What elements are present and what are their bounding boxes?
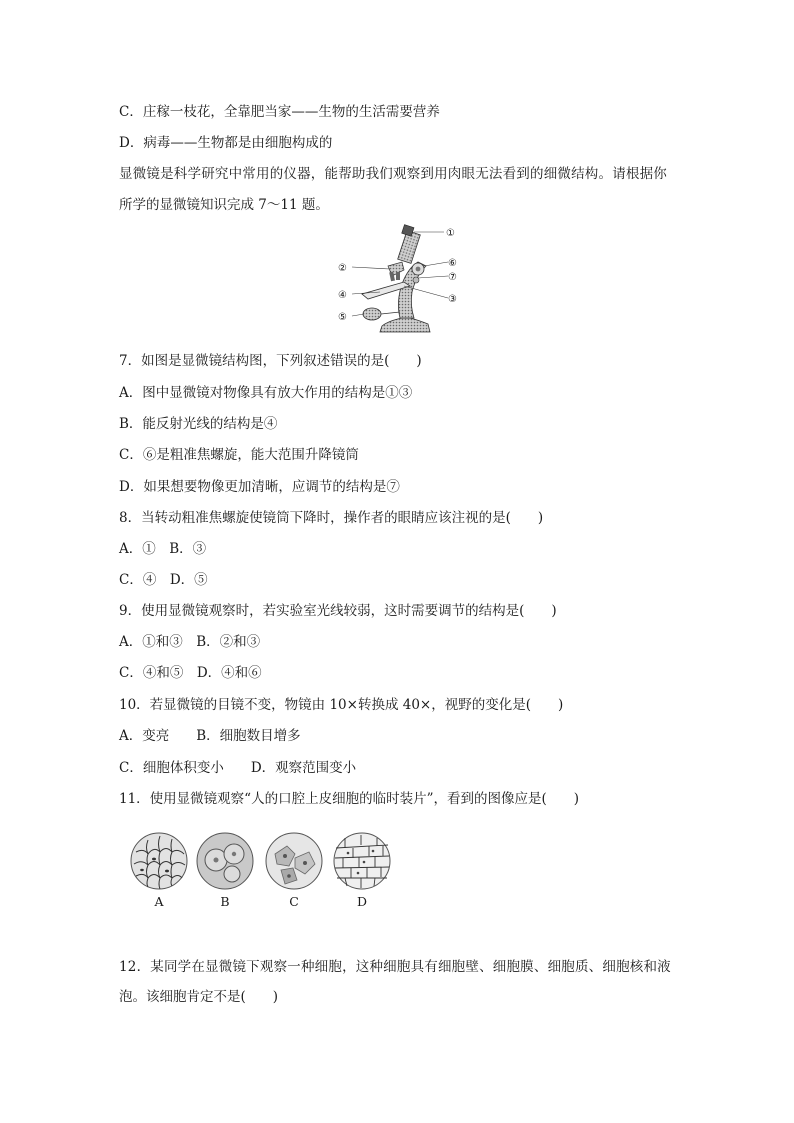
q9-options-ab: A．①和③ B．②和③ (119, 634, 261, 650)
cell-image-d (331, 832, 393, 910)
q12-line-1: 12．某同学在显微镜下观察一种细胞，这种细胞具有细胞壁、细胞膜、细胞质、细胞核和液 (119, 959, 671, 975)
label-1: ① (446, 228, 455, 239)
q9-options-cd: C．④和⑤ D．④和⑥ (119, 665, 262, 681)
q8-options-cd: C．④ D．⑤ (119, 572, 208, 588)
q7-option-d: D．如果想要物像更加清晰，应调节的结构是⑦ (119, 479, 400, 495)
label-5: ⑤ (338, 312, 347, 323)
q11-stem: 11．使用显微镜观察“人的口腔上皮细胞的临时装片”，看到的图像应是( ) (119, 791, 580, 807)
q8-options-ab: A．① B．③ (119, 541, 207, 557)
q12-line-2: 泡。该细胞肯定不是( ) (119, 989, 279, 1005)
q10-stem: 10．若显微镜的目镜不变，物镜由 10×转换成 40×，视野的变化是( ) (119, 697, 564, 713)
label-2: ② (338, 263, 347, 274)
cell-image-c (263, 832, 325, 910)
cell-image-a (128, 832, 190, 910)
q7-option-b: B．能反射光线的结构是④ (119, 416, 278, 432)
q7-stem: 7．如图是显微镜结构图，下列叙述错误的是( ) (119, 353, 422, 369)
line-c-option: C．庄稼一枝花，全靠肥当家——生物的生活需要营养 (119, 104, 440, 120)
cell-image-b (194, 832, 256, 910)
label-3: ③ (448, 294, 457, 305)
cell-label-c: C (289, 894, 299, 909)
epidermis-cells-picture (130, 832, 188, 890)
label-4: ④ (338, 290, 347, 301)
q7-option-c: C．⑥是粗准焦螺旋，能大范围升降镜筒 (119, 447, 359, 463)
q8-stem: 8．当转动粗准焦螺旋使镜筒下降时，操作者的眼睛应该注视的是( ) (119, 510, 544, 526)
round-cells-picture (196, 832, 254, 890)
q10-options-ab: A．变亮 B．细胞数目增多 (119, 728, 301, 744)
cell-label-a: A (154, 894, 164, 909)
line-d-option: D．病毒——生物都是由细胞构成的 (119, 135, 333, 151)
label-6: ⑥ (448, 258, 457, 269)
cell-images (128, 832, 408, 910)
label-7: ⑦ (448, 272, 457, 283)
cell-label-d: D (356, 894, 368, 909)
q10-options-cd: C．细胞体积变小 D．观察范围变小 (119, 760, 357, 776)
microscope-diagram (332, 222, 464, 342)
onion-cells-picture (333, 832, 391, 890)
intro-line-2: 所学的显微镜知识完成 7～11 题。 (119, 197, 329, 213)
q7-option-a: A．图中显微镜对物像具有放大作用的结构是①③ (119, 385, 413, 401)
cell-label-b: B (220, 894, 230, 909)
q9-stem: 9．使用显微镜观察时，若实验室光线较弱，这时需要调节的结构是( ) (119, 603, 557, 619)
intro-line-1: 显微镜是科学研究中常用的仪器，能帮助我们观察到用肉眼无法看到的细微结构。请根据你 (119, 166, 667, 182)
cheek-cells-picture (265, 832, 323, 890)
